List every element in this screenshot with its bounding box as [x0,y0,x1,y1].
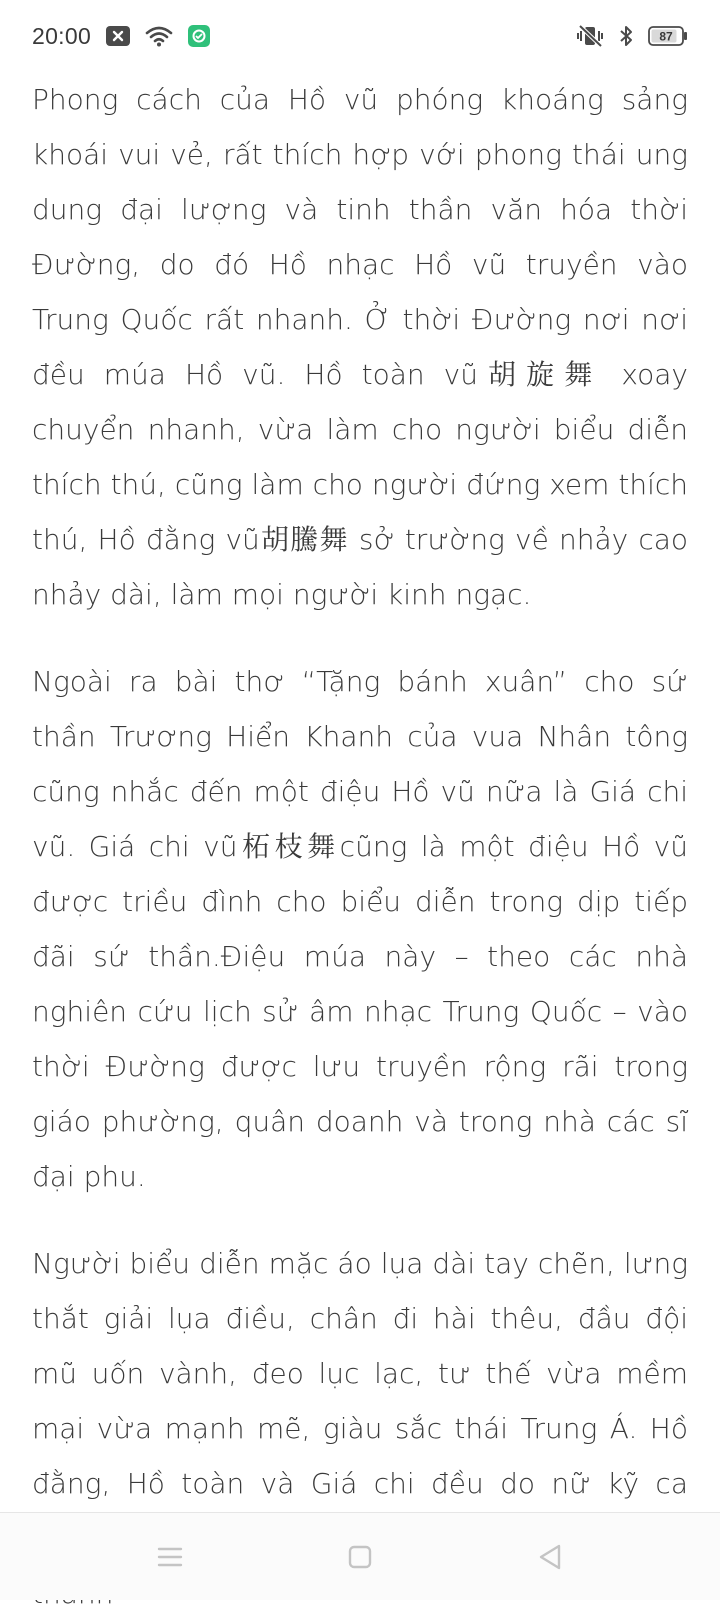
battery-level: 87 [659,29,673,44]
reader-content[interactable] [32,72,688,1512]
status-right-group [576,24,688,48]
wifi-icon [145,25,173,47]
paragraph: Người biểu diễn mặc áo lụa dài tay chẽn, lưng thắt giải lụa điều, chân đi hài thêu, đầu đội mũ uốn vành, đeo lục lạc, tư thế vừa mềm mại vừa mạnh mẽ, giàu sắc thái Trung Á. Hồ đằng, Hồ toàn và Giá chi đều do nữ kỹ ca [32,1247,688,1500]
bluetooth-icon [618,24,634,48]
app-notification-icon [187,24,211,48]
home-icon [347,1544,373,1570]
paragraph: Ngoài ra bài thơ “Tặng bánh xuân” cho sứ thần Trương Hiển Khanh của vua Nhân tông cũng nhắc đến một điệu Hồ vũ nữa là Giá chi vũ. Giá chi vũ柘枝舞cũng là một điệu Hồ vũ được triều đình cho biểu diễn trong dịp tiếp đãi sứ thần.Điệu múa này – theo các nhà nghiên cứu lịch sử âm nhạc Trung Quốc – vào thời Đường được lưu truyền rộng rãi trong giáo phường, quân doanh và trong nhà các sĩ đại phu. [32,665,688,1193]
back-button[interactable] [530,1537,570,1577]
menu-icon [156,1545,184,1569]
vibrate-off-icon [576,24,604,48]
navigation-bar [0,1512,720,1600]
back-icon [537,1543,563,1571]
menu-button[interactable] [150,1537,190,1577]
home-button[interactable] [340,1537,380,1577]
status-left-group [32,23,211,50]
status-time: 20:00 [32,22,92,49]
status-bar [0,0,720,72]
battery-icon [648,25,688,47]
paragraph: Phong cách của Hồ vũ phóng khoáng sảng khoái vui vẻ, rất thích hợp với phong thái ung dung đại lượng và tinh thần văn hóa thời Đường, do đó Hồ nhạc Hồ vũ truyền vào Trung Quốc rất nhanh. Ở thời Đường nơi nơi đều múa Hồ vũ. Hồ toàn vũ胡旋舞 xoay chuyển nhanh, vừa làm cho người biểu diễn thích thú, cũng làm cho người đứng xem thích thú, Hồ đằng vũ胡騰舞 sở trường về nhảy cao nhảy dài, làm mọi người kinh ngạc. [32,83,688,611]
close-notification-icon [105,25,131,47]
